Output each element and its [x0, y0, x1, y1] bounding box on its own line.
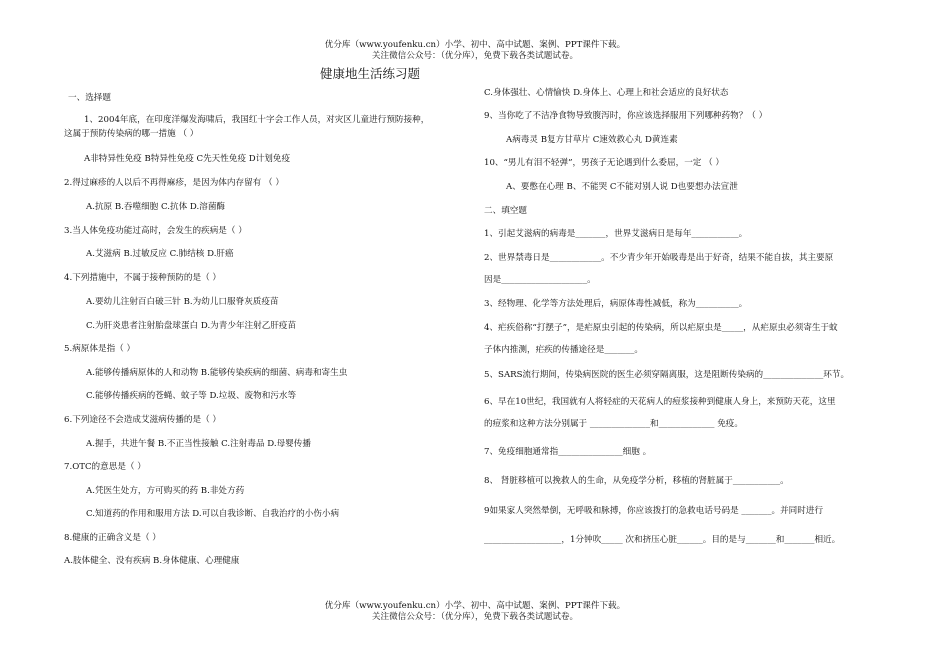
question-9: 9、当你吃了不洁净食物导致腹泻时，你应该选择服用下列哪种药物？（ ）	[484, 111, 768, 121]
question-8-options: A.肢体健全、没有疾病 B.身体健康、心理健康	[64, 556, 240, 566]
fill-question-2-line-2: 因是____________________。	[484, 275, 596, 285]
question-7-options-a: A.凭医生处方，方可购买的药 B.非处方药	[86, 486, 245, 496]
fill-question-5: 5、SARS流行期间，传染病医院的医生必须穿隔离服，这是阻断传染病的______________环节。	[484, 370, 850, 380]
fill-question-1: 1、引起艾滋病的病毒是_______，世界艾滋病日是每年___________。	[484, 229, 748, 239]
question-4: 4.下列措施中，不属于接种预防的是（ ）	[64, 273, 222, 283]
question-7-options-b: C.知道药的作用和服用方法 D.可以自我诊断、自我治疗的小伤小病	[86, 509, 340, 519]
question-10-options: A、要憋在心理 B、不能哭 C不能对别人说 D也要想办法宣泄	[506, 182, 738, 192]
fill-question-7: 7、免疫细胞通常指_______________细胞 。	[484, 447, 652, 457]
page-footer	[0, 601, 950, 623]
question-3: 3.当人体免疫功能过高时，会发生的疾病是（ ）	[64, 226, 247, 236]
question-1-line-2: 这属于预防传染病的哪一措施 （ ）	[64, 129, 199, 139]
fill-question-6-line-1: 6、早在10世纪，我国就有人将轻症的天花病人的痘浆接种到健康人身上，来预防天花，这里	[484, 397, 836, 407]
footer-line-1: 优分库（www.youfenku.cn）小学、初中、高中试题、案例、PPT课件下载。	[324, 601, 626, 611]
question-8-options-continued: C.身体强壮、心情愉快 D.身体上、心理上和社会适应的良好状态	[484, 88, 729, 98]
header-line-1: 优分库（www.youfenku.cn）小学、初中、高中试题、案例、PPT课件下载。	[324, 40, 626, 50]
question-8: 8.健康的正确含义是（ ）	[64, 533, 161, 543]
section-heading-choice: 一、选择题	[68, 93, 111, 103]
question-4-options-b: C.为肝炎患者注射胎盘球蛋白 D.为青少年注射乙肝疫苗	[86, 321, 297, 331]
question-1-options: A非特异性免疫 B特异性免疫 C先天性免疫 D计划免疫	[84, 154, 291, 164]
question-7: 7.OTC的意思是（ ）	[64, 462, 146, 472]
fill-question-9-line-2: __________________，1分钟吹_____ 次和挤压心脏______。目的是与_______和_______相近。	[484, 535, 841, 545]
question-5: 5.病原体是指（ ）	[64, 344, 136, 354]
question-4-options-a: A.要幼儿注射百白破三针 B.为幼儿口服脊灰质疫苗	[86, 297, 279, 307]
header-line-2: 关注微信公众号：（优分库），免费下载各类试题试卷。	[371, 51, 579, 61]
footer-line-2: 关注微信公众号：（优分库），免费下载各类试题试卷。	[371, 612, 579, 622]
question-6: 6.下列途径不会造成艾滋病传播的是（ ）	[64, 415, 222, 425]
question-5-options-a: A.能够传播病原体的人和动物 B.能够传染疾病的细菌、病毒和寄生虫	[86, 368, 348, 378]
question-5-options-b: C.能够传播疾病的苍蝇、蚊子等 D.垃圾、废物和污水等	[86, 391, 297, 401]
fill-question-4-line-2: 子体内推测，疟疾的传播途径是_______。	[484, 345, 643, 355]
question-10: 10、“男儿有泪不轻弹”，男孩子无论遇到什么委屈，一定 （ ）	[484, 158, 725, 168]
page-title: 健康地生活练习题	[319, 66, 420, 81]
fill-question-6-line-2: 的痘浆和这种方法分别属于 ______________和_____________ 免疫。	[484, 419, 743, 429]
fill-question-4-line-1: 4、疟疾俗称“打摆子”，是疟原虫引起的传染病，所以疟原虫是_____，从疟原虫必须寄生于蚊	[484, 323, 838, 333]
fill-question-3: 3、经物理、化学等方法处理后，病原体毒性减低，称为__________。	[484, 299, 748, 309]
question-2-options: A.抗原 B.吞噬细胞 C.抗体 D.溶菌酶	[86, 202, 226, 212]
page-header	[0, 40, 950, 62]
fill-question-8: 8、 肾脏移植可以挽救人的生命，从免疫学分析，移植的肾脏属于___________。	[484, 476, 789, 486]
question-3-options: A.艾滋病 B.过敏反应 C.肺结核 D.肝癌	[86, 249, 234, 259]
question-1-line-1: 1、2004年底，在印度洋爆发海啸后，我国红十字会工作人员，对灾区儿童进行预防接种，	[84, 115, 430, 125]
question-6-options: A.握手，共进午餐 B.不正当性接触 C.注射毒品 D.母婴传播	[86, 439, 311, 449]
fill-question-2-line-1: 2、世界禁毒日是____________。不少青少年开始吸毒是出于好奇，结果不能自拔，其主要原	[484, 253, 834, 263]
fill-question-9-line-1: 9如果家人突然晕倒，无呼吸和脉搏，你应该拨打的急救电话号码是 _______。并同时进行	[484, 506, 824, 516]
question-9-options: A病毒灵 B复方甘草片 C速效救心丸 D黄连素	[506, 135, 678, 145]
section-heading-fill: 二、填空题	[484, 206, 527, 216]
question-2: 2.得过麻疹的人以后不再得麻疹，是因为体内存留有 （ ）	[64, 178, 284, 188]
